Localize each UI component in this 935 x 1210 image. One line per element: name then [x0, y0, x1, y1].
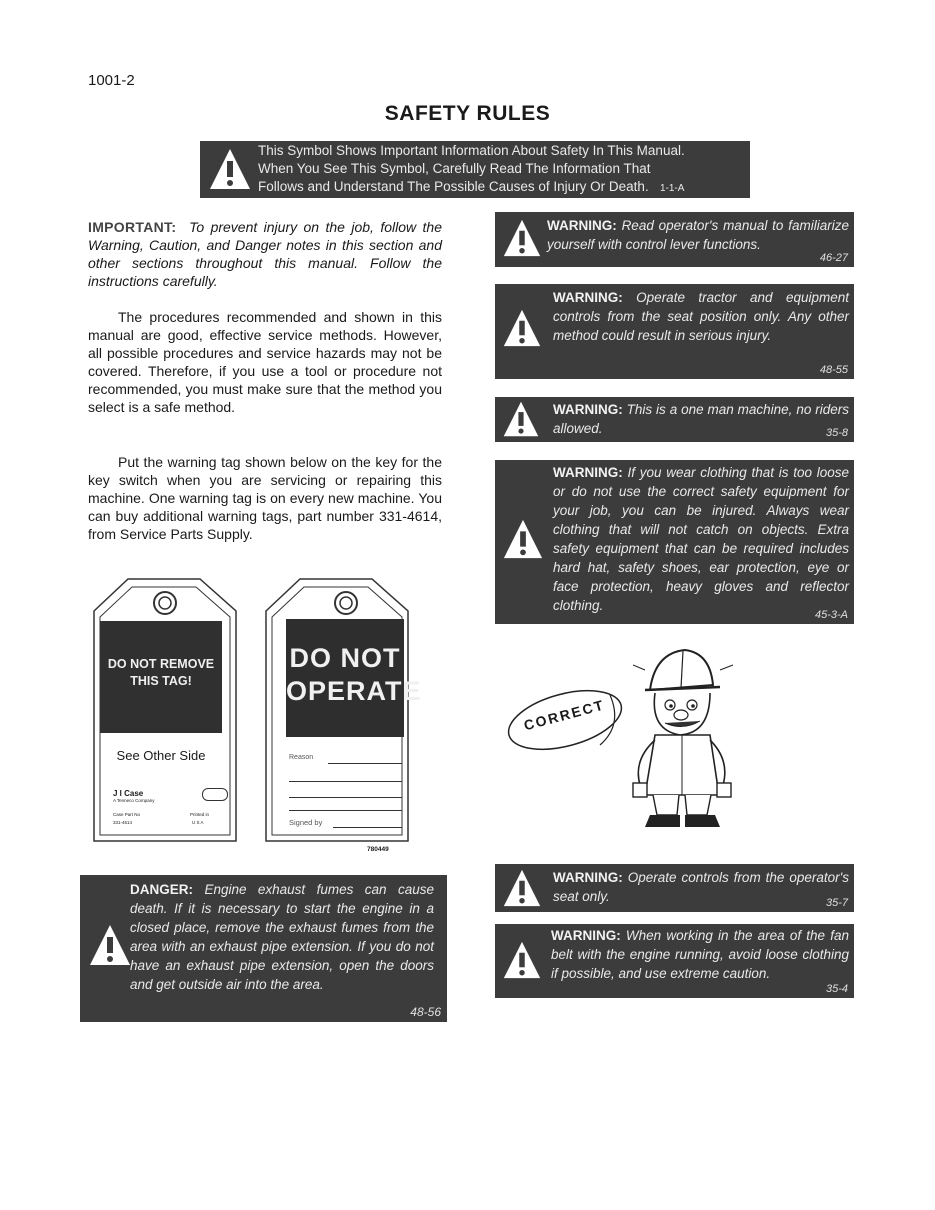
- warning-box-1: [495, 212, 854, 267]
- important-paragraph: [88, 218, 442, 290]
- warning-box-2: [495, 284, 854, 379]
- warning-triangle-icon: [502, 940, 542, 980]
- warning-5-text: Operate controls from the operator's seat only.: [553, 870, 849, 904]
- warning-1-code: 46-27: [819, 252, 848, 264]
- warning-1-label: WARNING:: [547, 218, 617, 233]
- correct-mechanic-illustration: [505, 635, 865, 835]
- warning-4-text: If you wear clothing that is too loose or do not use the correct safety equipment for your job, you can be injured. Always wear clothing that will not catch on objects. Extra safety equipment that can be required includes hard hat, safety shoes, ear protection, eye or face protection, heavy gloves and reflector clothing.: [553, 465, 849, 613]
- danger-text: Engine exhaust fumes can cause death. If it is necessary to start the engine in a closed place, remove the exhaust fumes from the area with an exhaust pipe extension. If you do not have an exhaust pipe extension, open the doors and get outside air into the area.: [130, 882, 434, 992]
- important-text: To prevent injury on the job, follow the Warning, Caution, and Danger notes in this section and other sections throughout this manual. Follow the instructions carefully.: [88, 219, 442, 289]
- page-title: SAFETY RULES: [384, 102, 551, 125]
- danger-label: DANGER:: [130, 882, 193, 897]
- warning-5-code: 35-7: [825, 897, 848, 909]
- tag1-maker: J I Case: [113, 789, 144, 798]
- procedures-paragraph: The procedures recommended and shown in this manual are good, effective service methods. However, all possible procedures and service hazards may not be covered. Therefore, if you use a tool or procedure not recommended, you must make sure that the method you select is a safe method.: [88, 309, 442, 415]
- warning-triangle-icon: [502, 218, 542, 258]
- figure-number: 780449: [367, 846, 389, 853]
- warning-3-code: 35-8: [825, 427, 848, 439]
- tag1-printed-label: Printed in: [190, 812, 210, 817]
- warning-2-text: Operate tractor and equipment controls from the seat position only. Any other method could result in serious injury.: [553, 290, 849, 343]
- blank-line: [289, 797, 402, 798]
- case-logo-icon: [202, 788, 228, 801]
- warning-4-code: 45-3-A: [814, 609, 848, 621]
- tag1-printed-country: U S A: [192, 820, 204, 825]
- danger-code: 48-56: [410, 1005, 441, 1019]
- warning-6-label: WARNING:: [551, 928, 621, 943]
- warning-2-label: WARNING:: [553, 290, 623, 305]
- tag1-line-1: DO NOT REMOVE: [107, 657, 215, 671]
- blank-line: [289, 810, 402, 811]
- warning-tag-paragraph: Put the warning tag shown below on the key for the key switch when you are servicing or repairing this machine. One warning tag is on every new machine. You can buy additional warning tags, part number 331-4614, from Service Parts Supply.: [88, 454, 442, 542]
- tag1-maker-sub: A Tenneco Company: [113, 798, 155, 803]
- warning-3-label: WARNING:: [553, 402, 623, 417]
- tag1-part-no: 331-4614: [113, 820, 133, 825]
- danger-box: [80, 875, 447, 1022]
- signed-line: [333, 827, 402, 828]
- tag2-line-1: DO NOT: [289, 643, 401, 673]
- warning-1-text: Read operator's manual to familiarize yourself with control lever functions.: [547, 218, 849, 252]
- symbol-code: 1-1-A: [659, 183, 685, 194]
- reason-line: [328, 763, 402, 764]
- warning-3-text: This is a one man machine, no riders allowed.: [553, 402, 849, 436]
- safety-symbol-box: [200, 141, 750, 198]
- warning-box-4: [495, 460, 854, 624]
- warning-triangle-icon: [502, 518, 544, 560]
- page-number: 1001-2: [88, 72, 135, 89]
- symbol-line-2: When You See This Symbol, Carefully Read The Information That: [258, 161, 651, 176]
- tag2-signed-label: Signed by: [289, 818, 323, 827]
- warning-5-label: WARNING:: [553, 870, 623, 885]
- tag1-see-other-side: See Other Side: [116, 748, 206, 763]
- warning-triangle-icon: [502, 400, 540, 438]
- correct-label: CORRECT: [522, 696, 607, 734]
- warning-6-text: When working in the area of the fan belt with the engine running, avoid loose clothing if possible, and use extreme caution.: [551, 928, 849, 981]
- warning-2-code: 48-55: [819, 364, 848, 376]
- blank-line: [289, 781, 402, 782]
- warning-triangle-icon: [208, 147, 252, 191]
- important-label: IMPORTANT:: [88, 219, 177, 235]
- tag1-line-2: THIS TAG!: [130, 674, 192, 688]
- warning-triangle-icon: [88, 923, 132, 967]
- tag1-part-label: Case Part No: [113, 812, 141, 817]
- warning-box-5: [495, 864, 854, 912]
- warning-box-3: [495, 397, 854, 442]
- warning-6-code: 35-4: [825, 983, 848, 995]
- symbol-line-1: This Symbol Shows Important Information About Safety In This Manual.: [258, 143, 685, 158]
- warning-triangle-icon: [502, 868, 542, 908]
- symbol-line-3: Follows and Understand The Possible Causes of Injury Or Death. 1-1-A: [258, 179, 685, 194]
- warning-triangle-icon: [502, 308, 542, 348]
- warning-4-label: WARNING:: [553, 465, 623, 480]
- warning-box-6: [495, 924, 854, 998]
- tag2-reason-label: Reason: [289, 754, 314, 761]
- tag2-line-2: OPERATE: [286, 676, 422, 706]
